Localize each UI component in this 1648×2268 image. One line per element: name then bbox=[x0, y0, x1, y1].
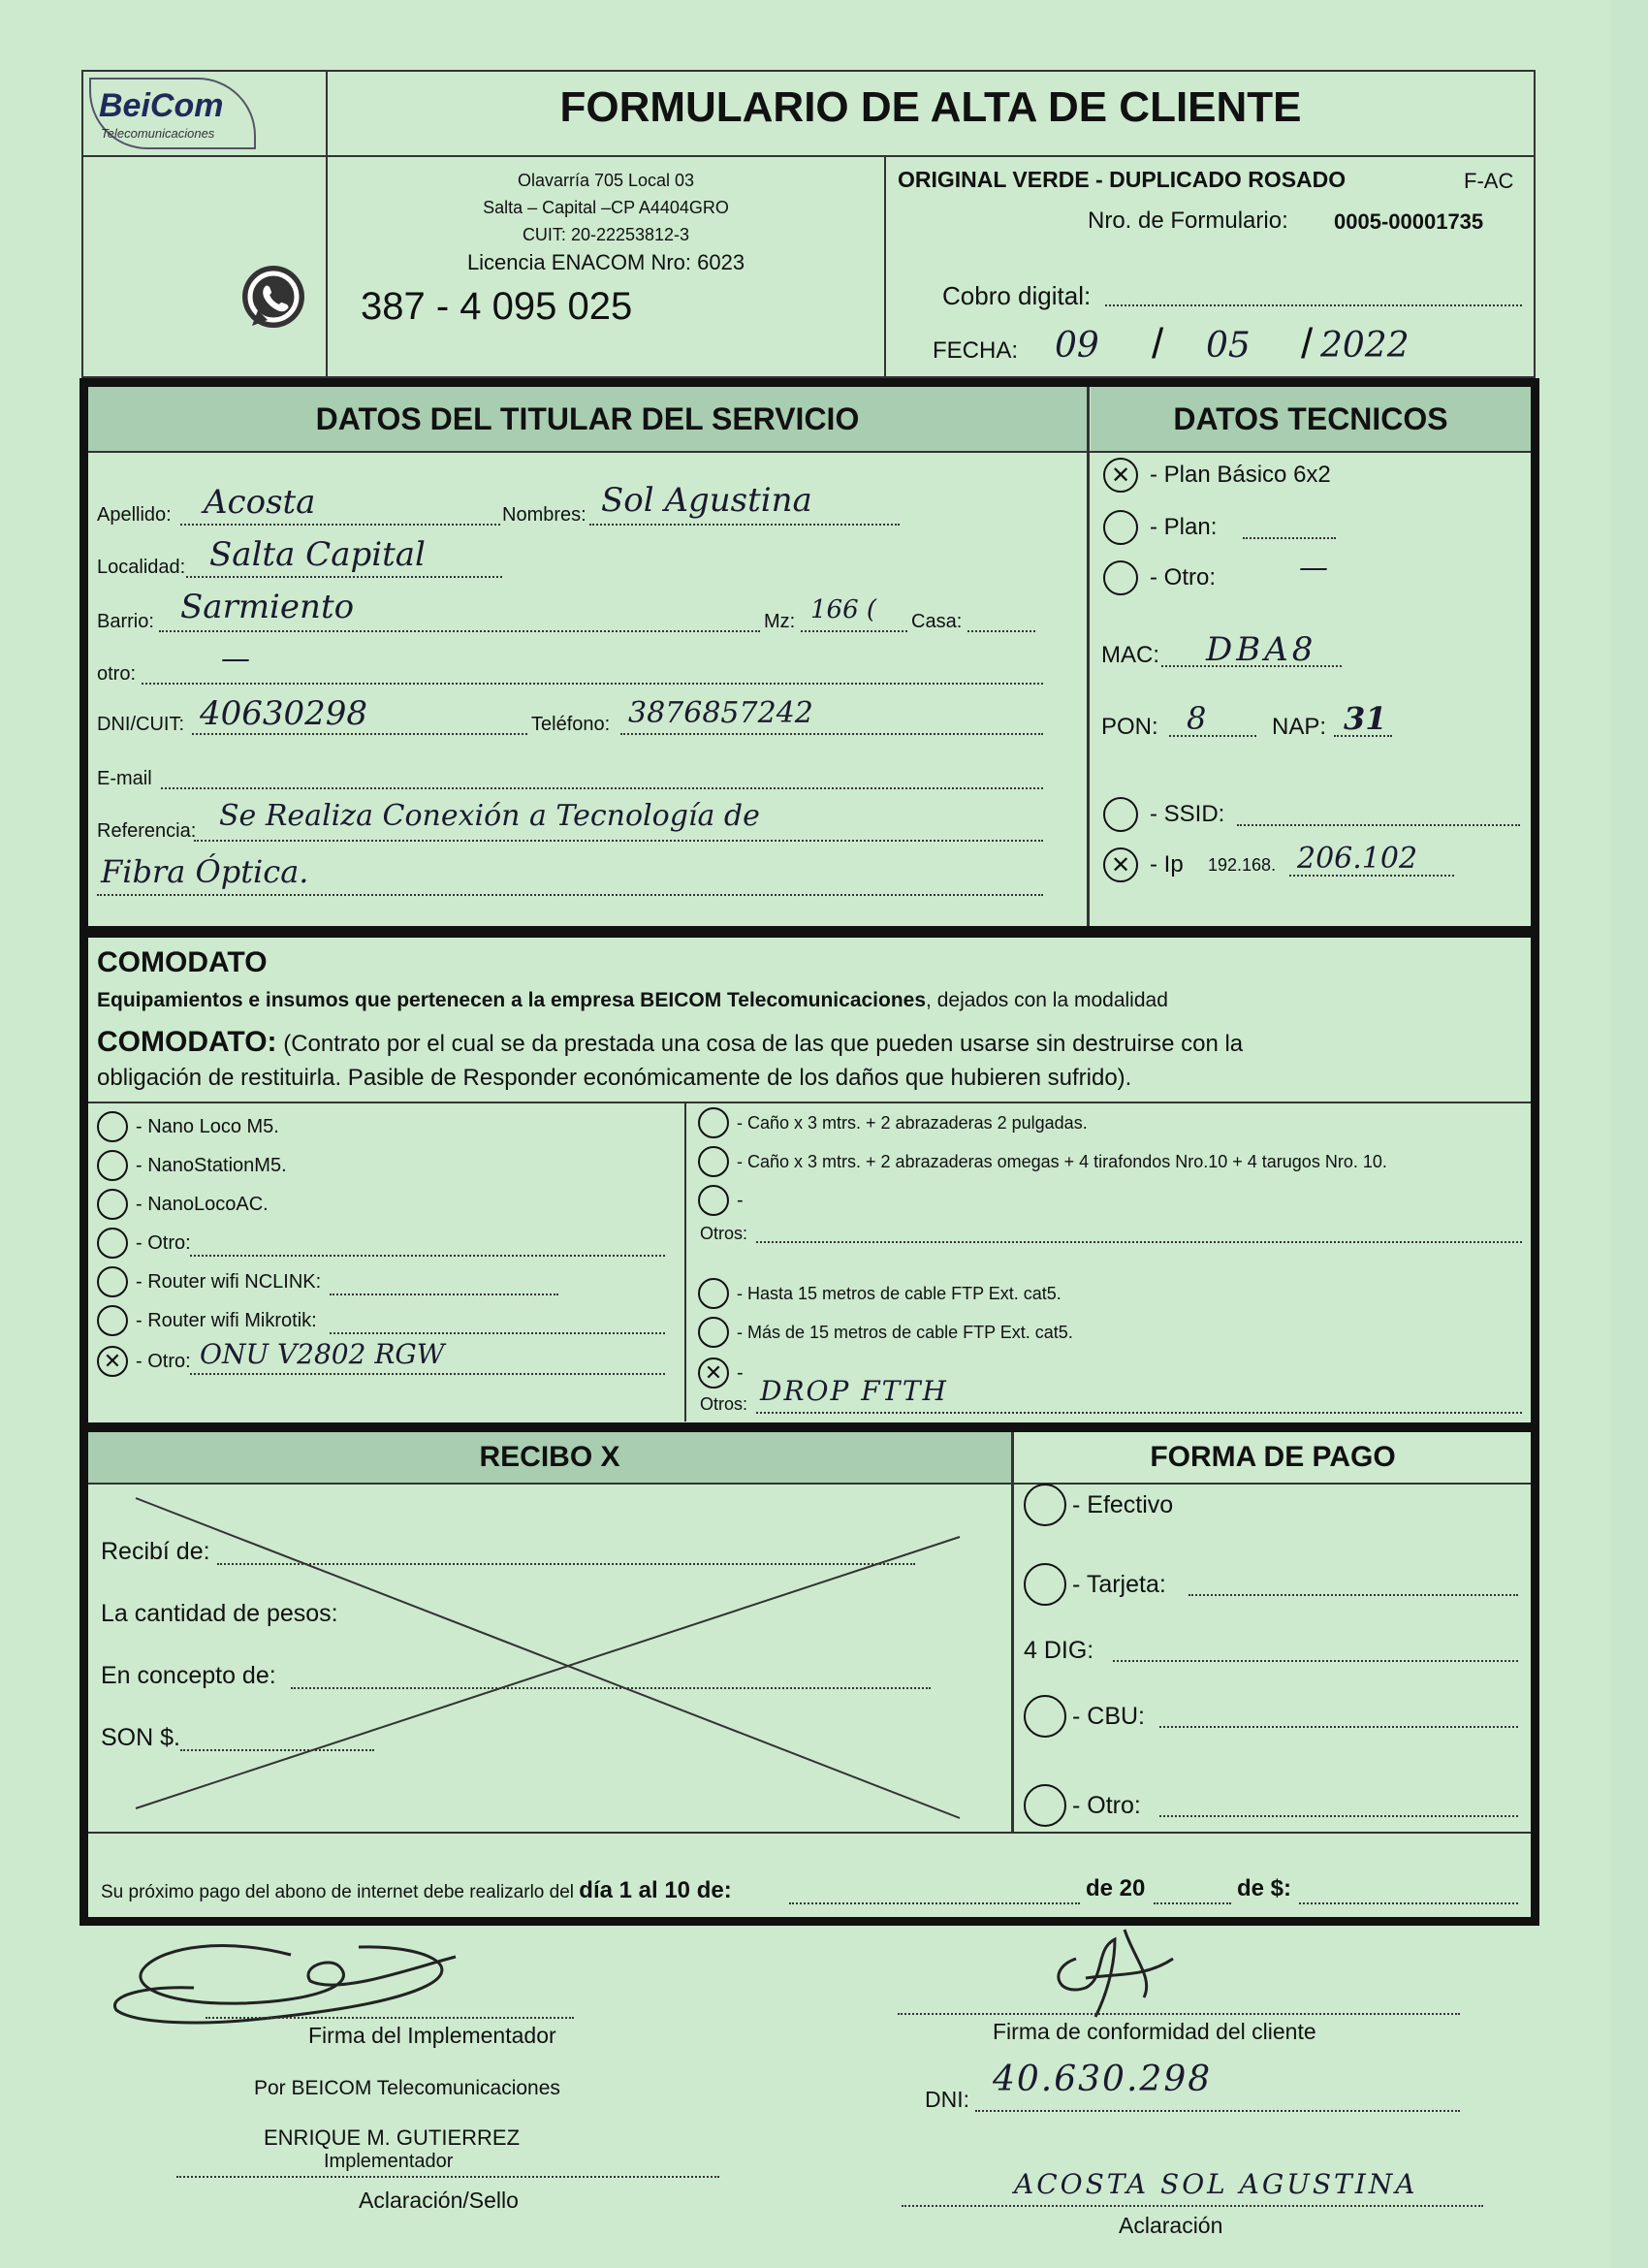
comodato-intro bbox=[97, 989, 1522, 1012]
header-divider bbox=[81, 155, 1536, 157]
nanoloco-label: - Nano Loco M5. bbox=[136, 1115, 279, 1137]
cano-2-checkbox[interactable] bbox=[698, 1146, 729, 1177]
right-blank-2-checkbox[interactable]: ✕ bbox=[698, 1358, 729, 1389]
cliente-signature-label: Firma de conformidad del cliente bbox=[993, 2019, 1316, 2044]
fecha-day: 09 bbox=[1055, 326, 1099, 366]
comodato-def-rest-1: (Contrato por el cual se da prestada una cosa de las que pueden usarse sin destruirse con la bbox=[276, 1031, 1244, 1057]
barrio-line bbox=[159, 630, 760, 632]
next-payment-text: Su próximo pago del abono de internet debe realizarlo del bbox=[101, 1882, 580, 1902]
apellido-label: Apellido: bbox=[97, 504, 172, 526]
comodato-item-otro-2[interactable] bbox=[97, 1346, 191, 1377]
company-cuit: CUIT: 20-22253812-3 bbox=[522, 225, 690, 244]
nanolocoac-checkbox[interactable] bbox=[97, 1189, 128, 1220]
titular-hdivider bbox=[88, 451, 1531, 453]
form-title: FORMULARIO DE ALTA DE CLIENTE bbox=[559, 83, 1302, 131]
mikrotik-line bbox=[330, 1332, 665, 1334]
ssid-label: - SSID: bbox=[1150, 801, 1225, 827]
pon-value[interactable]: 8 bbox=[1187, 700, 1207, 737]
fecha-slash-1: / bbox=[1152, 320, 1164, 367]
recibo-hdivider-top bbox=[88, 1483, 1531, 1485]
nanolocoac-label: - NanoLocoAC. bbox=[136, 1193, 269, 1215]
next-payment-month-line bbox=[789, 1902, 1080, 1904]
concepto-label: En concepto de: bbox=[101, 1662, 276, 1689]
efectivo-label: - Efectivo bbox=[1072, 1491, 1174, 1518]
cliente-signature bbox=[1028, 1920, 1183, 2027]
nclink-checkbox[interactable] bbox=[97, 1266, 128, 1297]
son-label: SON $. bbox=[101, 1724, 180, 1751]
cbu-line bbox=[1159, 1726, 1518, 1728]
next-payment-bold: día 1 al 10 de: bbox=[579, 1877, 732, 1903]
cable-15-checkbox[interactable] bbox=[698, 1278, 729, 1309]
comodato-otro-1-line bbox=[190, 1255, 665, 1257]
tec-otro-checkbox[interactable] bbox=[1103, 560, 1138, 595]
otro-line bbox=[142, 683, 1043, 685]
mz-label: Mz: bbox=[764, 611, 796, 632]
cliente-aclaracion-label: Aclaración bbox=[1119, 2213, 1223, 2238]
comodato-definition-2: obligación de restituirla. Pasible de Responder económicamente de los daños que hubieren sufrido). bbox=[97, 1065, 1132, 1091]
fecha-slash-2: / bbox=[1301, 320, 1314, 367]
fecha-month: 05 bbox=[1206, 326, 1251, 366]
plan-basico-checkbox[interactable]: ✕ bbox=[1103, 458, 1138, 493]
recibo-cancel-cross bbox=[126, 1488, 979, 1828]
otros-line-2 bbox=[756, 1412, 1522, 1414]
dig-line bbox=[1113, 1660, 1518, 1662]
comodato-otro-2-value[interactable]: ONU V2802 RGW bbox=[200, 1338, 445, 1370]
cbu-label: - CBU: bbox=[1072, 1703, 1145, 1730]
dni-value[interactable]: 40630298 bbox=[200, 694, 368, 733]
mac-value[interactable]: DBA8 bbox=[1206, 630, 1317, 669]
implementador-line bbox=[206, 2017, 574, 2019]
right-blank-1-checkbox[interactable] bbox=[698, 1185, 729, 1216]
email-line bbox=[161, 787, 1043, 789]
plan-label: - Plan: bbox=[1150, 514, 1218, 540]
form-number-label: Nro. de Formulario: bbox=[1088, 208, 1288, 234]
barrio-value[interactable]: Sarmiento bbox=[180, 588, 355, 626]
dni-label: DNI/CUIT: bbox=[97, 714, 184, 735]
right-blank-1-label: - bbox=[737, 1189, 744, 1211]
telefono-label: Teléfono: bbox=[531, 714, 611, 735]
dig-label: 4 DIG: bbox=[1024, 1637, 1094, 1664]
por-beicom: Por BEICOM Telecomunicaciones bbox=[254, 2077, 560, 2099]
localidad-line bbox=[186, 576, 502, 578]
comodato-otro-2-line bbox=[190, 1373, 665, 1375]
ip-checkbox[interactable]: ✕ bbox=[1103, 847, 1138, 882]
next-payment-amount-label: de $: bbox=[1237, 1875, 1292, 1901]
aclaracion-sello-line bbox=[176, 2176, 719, 2178]
referencia-value-1[interactable]: Se Realiza Conexión a Tecnología de bbox=[219, 799, 760, 833]
header-vdivider-1 bbox=[326, 70, 328, 378]
cliente-signature-line bbox=[898, 2013, 1460, 2015]
nap-value[interactable]: 31 bbox=[1344, 700, 1387, 737]
comodato-otro-1-label: - Otro: bbox=[136, 1231, 191, 1254]
titular-heading: DATOS DEL TITULAR DEL SERVICIO bbox=[88, 387, 1087, 451]
plan-checkbox[interactable] bbox=[1103, 510, 1138, 545]
company-license: Licencia ENACOM Nro: 6023 bbox=[466, 250, 745, 274]
cbu-radio[interactable] bbox=[1024, 1695, 1066, 1738]
beicom-logo bbox=[89, 78, 256, 149]
recibo-vdivider bbox=[1011, 1432, 1014, 1832]
implementador-name: ENRIQUE M. GUTIERREZ bbox=[264, 2125, 521, 2150]
next-payment-year-line bbox=[1154, 1902, 1231, 1904]
comodato-vdivider bbox=[684, 1102, 686, 1421]
ssid-checkbox[interactable] bbox=[1103, 797, 1138, 832]
comodato-item-nanostation[interactable] bbox=[97, 1150, 287, 1181]
ip-label: - Ip bbox=[1150, 851, 1184, 878]
nclink-line bbox=[330, 1294, 558, 1295]
comodato-otro-2-checkbox[interactable]: ✕ bbox=[97, 1346, 128, 1377]
nanostation-label: - NanoStationM5. bbox=[136, 1154, 287, 1176]
implementador-role: Implementador bbox=[324, 2151, 454, 2172]
logo-text: BeiCom bbox=[99, 87, 224, 124]
pon-label: PON: bbox=[1101, 714, 1158, 740]
barrio-label: Barrio: bbox=[97, 611, 154, 632]
pago-otro-label: - Otro: bbox=[1072, 1792, 1141, 1819]
cobro-digital-label: Cobro digital: bbox=[942, 281, 1092, 310]
otros-line-1 bbox=[756, 1241, 1522, 1243]
implementador-label: Firma del Implementador bbox=[308, 2023, 556, 2048]
referencia-line-2 bbox=[97, 894, 1043, 896]
efectivo-radio[interactable] bbox=[1024, 1484, 1066, 1526]
comodato-item-nanolocoac[interactable] bbox=[97, 1189, 269, 1220]
comodato-hdivider bbox=[88, 1102, 1531, 1103]
referencia-label: Referencia: bbox=[97, 820, 197, 842]
cliente-aclaracion-line bbox=[902, 2205, 1483, 2207]
comodato-item-cable-mas-15[interactable] bbox=[698, 1317, 1073, 1348]
otros-label-1: Otros: bbox=[700, 1224, 748, 1243]
mikrotik-checkbox[interactable] bbox=[97, 1305, 128, 1336]
mac-label: MAC: bbox=[1101, 642, 1159, 668]
cable-mas-15-label: - Más de 15 metros de cable FTP Ext. cat5. bbox=[737, 1322, 1073, 1342]
comodato-item-nanoloco[interactable] bbox=[97, 1111, 279, 1142]
casa-line bbox=[967, 630, 1035, 632]
tec-otro-value[interactable]: — bbox=[1299, 551, 1328, 585]
comodato-item-cano-2[interactable] bbox=[698, 1146, 1387, 1177]
telefono-line bbox=[620, 733, 1043, 735]
header-vdivider-2 bbox=[884, 155, 886, 378]
tecnicos-heading: DATOS TECNICOS bbox=[1091, 387, 1531, 451]
mz-value[interactable]: 166 ( bbox=[810, 595, 877, 624]
pago-otro-radio[interactable] bbox=[1024, 1784, 1066, 1827]
fecha-label: FECHA: bbox=[933, 337, 1019, 364]
tarjeta-line bbox=[1188, 1594, 1518, 1596]
otro-label: otro: bbox=[97, 663, 137, 685]
comodato-item-right-blank-2[interactable] bbox=[698, 1358, 744, 1389]
copy-label: ORIGINAL VERDE - DUPLICADO ROSADO bbox=[898, 167, 1347, 192]
comodato-item-right-blank-1[interactable] bbox=[698, 1185, 744, 1216]
apellido-line bbox=[180, 524, 500, 526]
cantidad-label: La cantidad de pesos: bbox=[101, 1600, 338, 1627]
comodato-item-mikrotik[interactable] bbox=[97, 1305, 317, 1336]
nanostation-checkbox[interactable] bbox=[97, 1150, 128, 1181]
tarjeta-label: - Tarjeta: bbox=[1072, 1571, 1166, 1598]
otros-value[interactable]: DROP FTTH bbox=[760, 1375, 948, 1407]
comodato-item-cable-15[interactable] bbox=[698, 1278, 1062, 1309]
nclink-label: - Router wifi NCLINK: bbox=[136, 1270, 322, 1293]
nombres-label: Nombres: bbox=[502, 504, 586, 526]
recibo-hdivider-bottom bbox=[88, 1832, 1531, 1834]
comodato-intro-rest: , dejados con la modalidad bbox=[926, 989, 1168, 1011]
comodato-heading: COMODATO bbox=[97, 946, 268, 978]
comodato-intro-bold: Equipamientos e insumos que pertenecen a la empresa BEICOM Telecomunicaciones bbox=[97, 989, 927, 1011]
cliente-dni-value[interactable]: 40.630.298 bbox=[993, 2060, 1213, 2099]
comodato-otro-2-label: - Otro: bbox=[136, 1350, 191, 1372]
tarjeta-radio[interactable] bbox=[1024, 1563, 1066, 1606]
plan-line bbox=[1243, 537, 1336, 539]
recibi-label: Recibí de: bbox=[101, 1538, 210, 1565]
tec-otro-label: - Otro: bbox=[1150, 564, 1217, 591]
company-address: Olavarría 705 Local 03 bbox=[517, 171, 695, 190]
comodato-otro-1-checkbox[interactable] bbox=[97, 1228, 128, 1259]
cliente-aclaracion-value[interactable]: ACOSTA SOL AGUSTINA bbox=[1014, 2168, 1418, 2200]
plan-basico-label: - Plan Básico 6x2 bbox=[1150, 462, 1331, 488]
company-city: Salta – Capital –CP A4404GRO bbox=[483, 198, 729, 217]
fecha-year: 2022 bbox=[1320, 326, 1410, 366]
ip-value[interactable]: 206.102 bbox=[1297, 842, 1418, 876]
next-payment-year-label: de 20 bbox=[1086, 1875, 1146, 1901]
pon-line bbox=[1169, 735, 1256, 737]
ip-prefix: 192.168. bbox=[1208, 855, 1277, 875]
aclaracion-sello-label: Aclaración/Sello bbox=[359, 2188, 519, 2213]
pago-heading: FORMA DE PAGO bbox=[1150, 1441, 1396, 1473]
mz-line bbox=[801, 630, 907, 632]
comodato-def-bold: COMODATO: bbox=[97, 1026, 277, 1058]
nanoloco-checkbox[interactable] bbox=[97, 1111, 128, 1142]
cable-mas-15-checkbox[interactable] bbox=[698, 1317, 729, 1348]
titular-vdivider bbox=[1087, 387, 1090, 926]
localidad-label: Localidad: bbox=[97, 557, 186, 578]
pago-otro-line bbox=[1159, 1815, 1518, 1817]
whatsapp-icon bbox=[238, 264, 308, 334]
right-blank-2-label: - bbox=[737, 1361, 744, 1384]
localidad-value[interactable]: Salta Capital bbox=[209, 535, 426, 574]
cliente-dni-line bbox=[975, 2110, 1460, 2112]
company-phone: 387 - 4 095 025 bbox=[361, 285, 633, 328]
comodato-definition-1 bbox=[97, 1026, 1522, 1059]
mikrotik-label: - Router wifi Mikrotik: bbox=[136, 1309, 317, 1331]
dni-line bbox=[192, 733, 527, 735]
cobro-digital-line bbox=[1105, 304, 1522, 306]
nombres-value[interactable]: Sol Agustina bbox=[601, 481, 812, 520]
comodato-item-otro-1[interactable] bbox=[97, 1228, 191, 1259]
form-number: 0005-00001735 bbox=[1334, 209, 1484, 234]
logo-subtext: Telecomunicaciones bbox=[101, 126, 215, 141]
next-payment bbox=[101, 1877, 732, 1904]
nap-label: NAP: bbox=[1272, 714, 1327, 740]
referencia-value-2[interactable]: Fibra Óptica. bbox=[101, 853, 309, 890]
comodato-item-cano-1[interactable] bbox=[698, 1107, 1088, 1138]
telefono-value[interactable]: 3876857242 bbox=[628, 696, 813, 730]
cliente-dni-label: DNI: bbox=[925, 2087, 969, 2112]
apellido-value[interactable]: Acosta bbox=[204, 483, 316, 522]
ssid-line bbox=[1237, 824, 1520, 826]
email-label: E-mail bbox=[97, 768, 152, 789]
cano-2-label: - Caño x 3 mtrs. + 2 abrazaderas omegas + 4 tirafondos Nro.10 + 4 tarugos Nro. 10. bbox=[737, 1151, 1387, 1171]
cano-1-checkbox[interactable] bbox=[698, 1107, 729, 1138]
nombres-line bbox=[589, 524, 900, 526]
next-payment-amount-line bbox=[1299, 1902, 1518, 1904]
recibo-heading: RECIBO X bbox=[88, 1432, 1011, 1483]
referencia-line-1 bbox=[194, 840, 1043, 842]
otros-label-2: Otros: bbox=[700, 1394, 748, 1414]
casa-label: Casa: bbox=[911, 611, 963, 632]
cano-1-label: - Caño x 3 mtrs. + 2 abrazaderas 2 pulgadas. bbox=[737, 1112, 1088, 1133]
cable-15-label: - Hasta 15 metros de cable FTP Ext. cat5. bbox=[737, 1283, 1062, 1303]
otro-value[interactable]: — bbox=[221, 642, 250, 676]
comodato-item-nclink[interactable] bbox=[97, 1266, 321, 1297]
form-code: F-AC bbox=[1464, 169, 1514, 193]
